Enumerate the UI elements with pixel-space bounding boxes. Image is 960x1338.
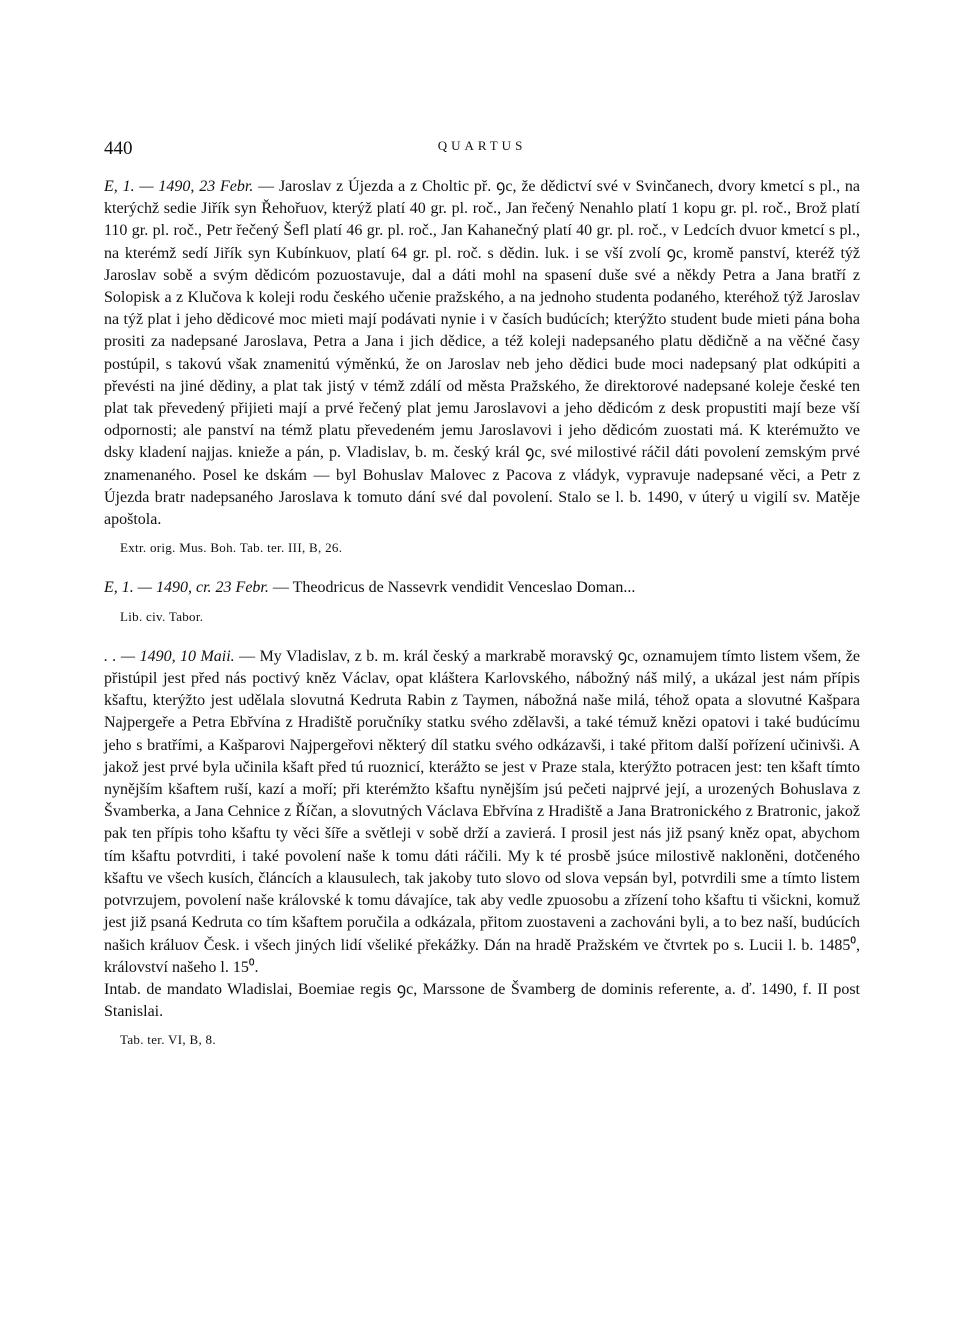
entry-text: — My Vladislav, z b. m. král český a markrabě moravský ꝯc, oznamujem tímto listem všem, že přistúpil jest před nás poctivý kněz Václav, opat kláštera Karlovského, nábožný náš milý, a ukázal jest nám přípis kšaftu, kterýžto jest udělala slovutná Kedruta Rabin z Taymen, nábožná naše milá, téhož opata a slovutné Kašpara Najpergeře a Petra Ebřvína z Hradiště poručníky statku svého zdělavši, a také témuž knězi opatovi i také budúcímu jeho s bratřími, a Kašparovi Najpergeřovi některý díl statku svého odkázavši, i také přitom další pořízení učinivši. A jakož jest prvé byla učinila kšaft před tú ruoznicí, kterážto se jest v Praze stala, kterýžto potracen jest: ten kšaft tímto nynějším kšaftem ruší, kazí a moří; při kterémžto kšaftu nynějším jsú pečeti najprvé její, a urozených Bohuslava z Švamberka, a Jana Cehnice z Říčan, a slovutných Václava Ebřvína z Hradiště a Jana Bratronického z Bratronic, jakož pak ten přípis toho kšaftu ty věci šíře a světleji v sobě drží a zavierá. I prosil jest nás již psaný kněz opat, abychom tím kšaftu potvrditi, i také povolení naše k tomu dáti ráčili. My k té prosbě jsúce milostivě nakloněni, dotčeného kšaftu ve všech kusích, článcích a klausulech, tak jakoby tuto slovo od slova vepsán byl, potvrdili sme a tímto listem potvrzujem, povolení naše královské k tomu dávajíce, tak aby vedle zpuosobu a zřízení toho kšaftu ti všickni, komuž jest již psaná Kedruta co tím kšaftem poručila a odkázala, přitom zuostaveni a zachováni byli, a to bez naší, budúcích našich králuov Česk. i všech jiných lidí všeliké překážky. Dán na hradě Pražském ve čtvrtek po s. Lucii l. b. 1485⁰, království našeho l. 15⁰. <box>104 647 860 976</box>
entry-1490-05-10 <box>104 646 860 1052</box>
document-body <box>104 176 860 1052</box>
source-citation: Extr. orig. Mus. Boh. Tab. ter. III, B, 26. <box>120 540 343 556</box>
entry-1490-02-23 <box>104 176 860 559</box>
entry-paragraph <box>104 577 860 599</box>
source-citation: Lib. civ. Tabor. <box>120 608 204 624</box>
entry-heading: . . — 1490, 10 Maii. <box>104 647 235 665</box>
intabulation-note: Intab. de mandato Wladislai, Boemiae regis ꝯc, Marssone de Švamberg de dominis referente, a. ď. 1490, f. II post Stanislai. <box>104 980 860 1021</box>
page-number: 440 <box>104 138 133 159</box>
entry-1490-cr-02-23 <box>104 577 860 627</box>
entry-heading: E, 1. — 1490, 23 Febr. <box>104 178 254 195</box>
entry-heading: E, 1. — 1490, cr. 23 Febr. <box>104 579 269 597</box>
entry-paragraph <box>104 176 860 531</box>
entry-text: — Theodricus de Nassevrk vendidit Venceslao Doman... <box>268 579 636 597</box>
page-header <box>104 138 860 162</box>
entry-text: — Jaroslav z Újezda a z Choltic př. ꝯc, že dědictví své v Svinčanech, dvory kmetcí s pl., na kterýchž sedie Jiřík syn Řehořuov, kterýž platí 40 gr. pl. roč., Jan řečený Nenahlo platí 1 kopu gr. pl. roč., Brož platí 110 gr. pl. roč., Petr řečený Šefl platí 46 gr. pl. roč., Jan Kahanečný platí 40 gr. pl. roč., v Ledcích dvuor kmetcí s pl., na kterémž sedí Jiřík syn Kubínkuov, platí 64 gr. pl. roč. s dědin. luk. i se vší zvolí ꝯc, kromě panství, kteréž týž Jaroslav sobě a svým dědicóm pozuostavuje, dal a dáti mohl na spasení duše své a někdy Petra a Jana bratří z Solopisk a z Klučova k koleji rodu českého učenie pražského, a na jednoho studenta podaného, kteréhož týž Jaroslav na týž plat i jeho dědicové moc mieti mají podávati nynie i v časích budúcích; kterýžto student bude mieti pána boha prositi za nadepsané Jaroslava, Petra a Jana i jich dědice, a též koleji nadepsaného platu dědičně a na věčné časy postúpil, s takovú však znamenitú výměnkú, že on Jaroslav neb jeho dědici bude moci nadepsaný plat odkúpiti a převésti na jiné dědiny, a plat tak jistý v témž zdálí od města Pražského, že direktorové nadepsané koleje české ten plat tak převedený přijieti mají a prvé řečený plat jemu Jaroslavovi a jeho dědicóm z desk propustiti mají beze vší odpornosti; ale panství na témž platu převedeném jemu Jaroslavovi i jeho dědicóm zuostati má. K kterémužto ve dsky kladení najjas. knieže a pán, p. Vladislav, b. m. český král ꝯc, své milostivé ráčil dáti povolení zemským prvé znamenaného. Posel ke dskám — byl Bohuslav Malovec z Pacova z vládyk, vypravuje nadepsané věci, a Petr z Újezda bratr nadepsaného Jaroslava k tomuto dání své dal povolení. Stalo se l. b. 1490, v úterý u vigilí sv. Matěje apoštola. <box>104 178 861 529</box>
running-title: QUARTUS <box>437 138 527 153</box>
entry-paragraph <box>104 646 860 979</box>
source-citation: Tab. ter. VI, B, 8. <box>120 1032 216 1048</box>
